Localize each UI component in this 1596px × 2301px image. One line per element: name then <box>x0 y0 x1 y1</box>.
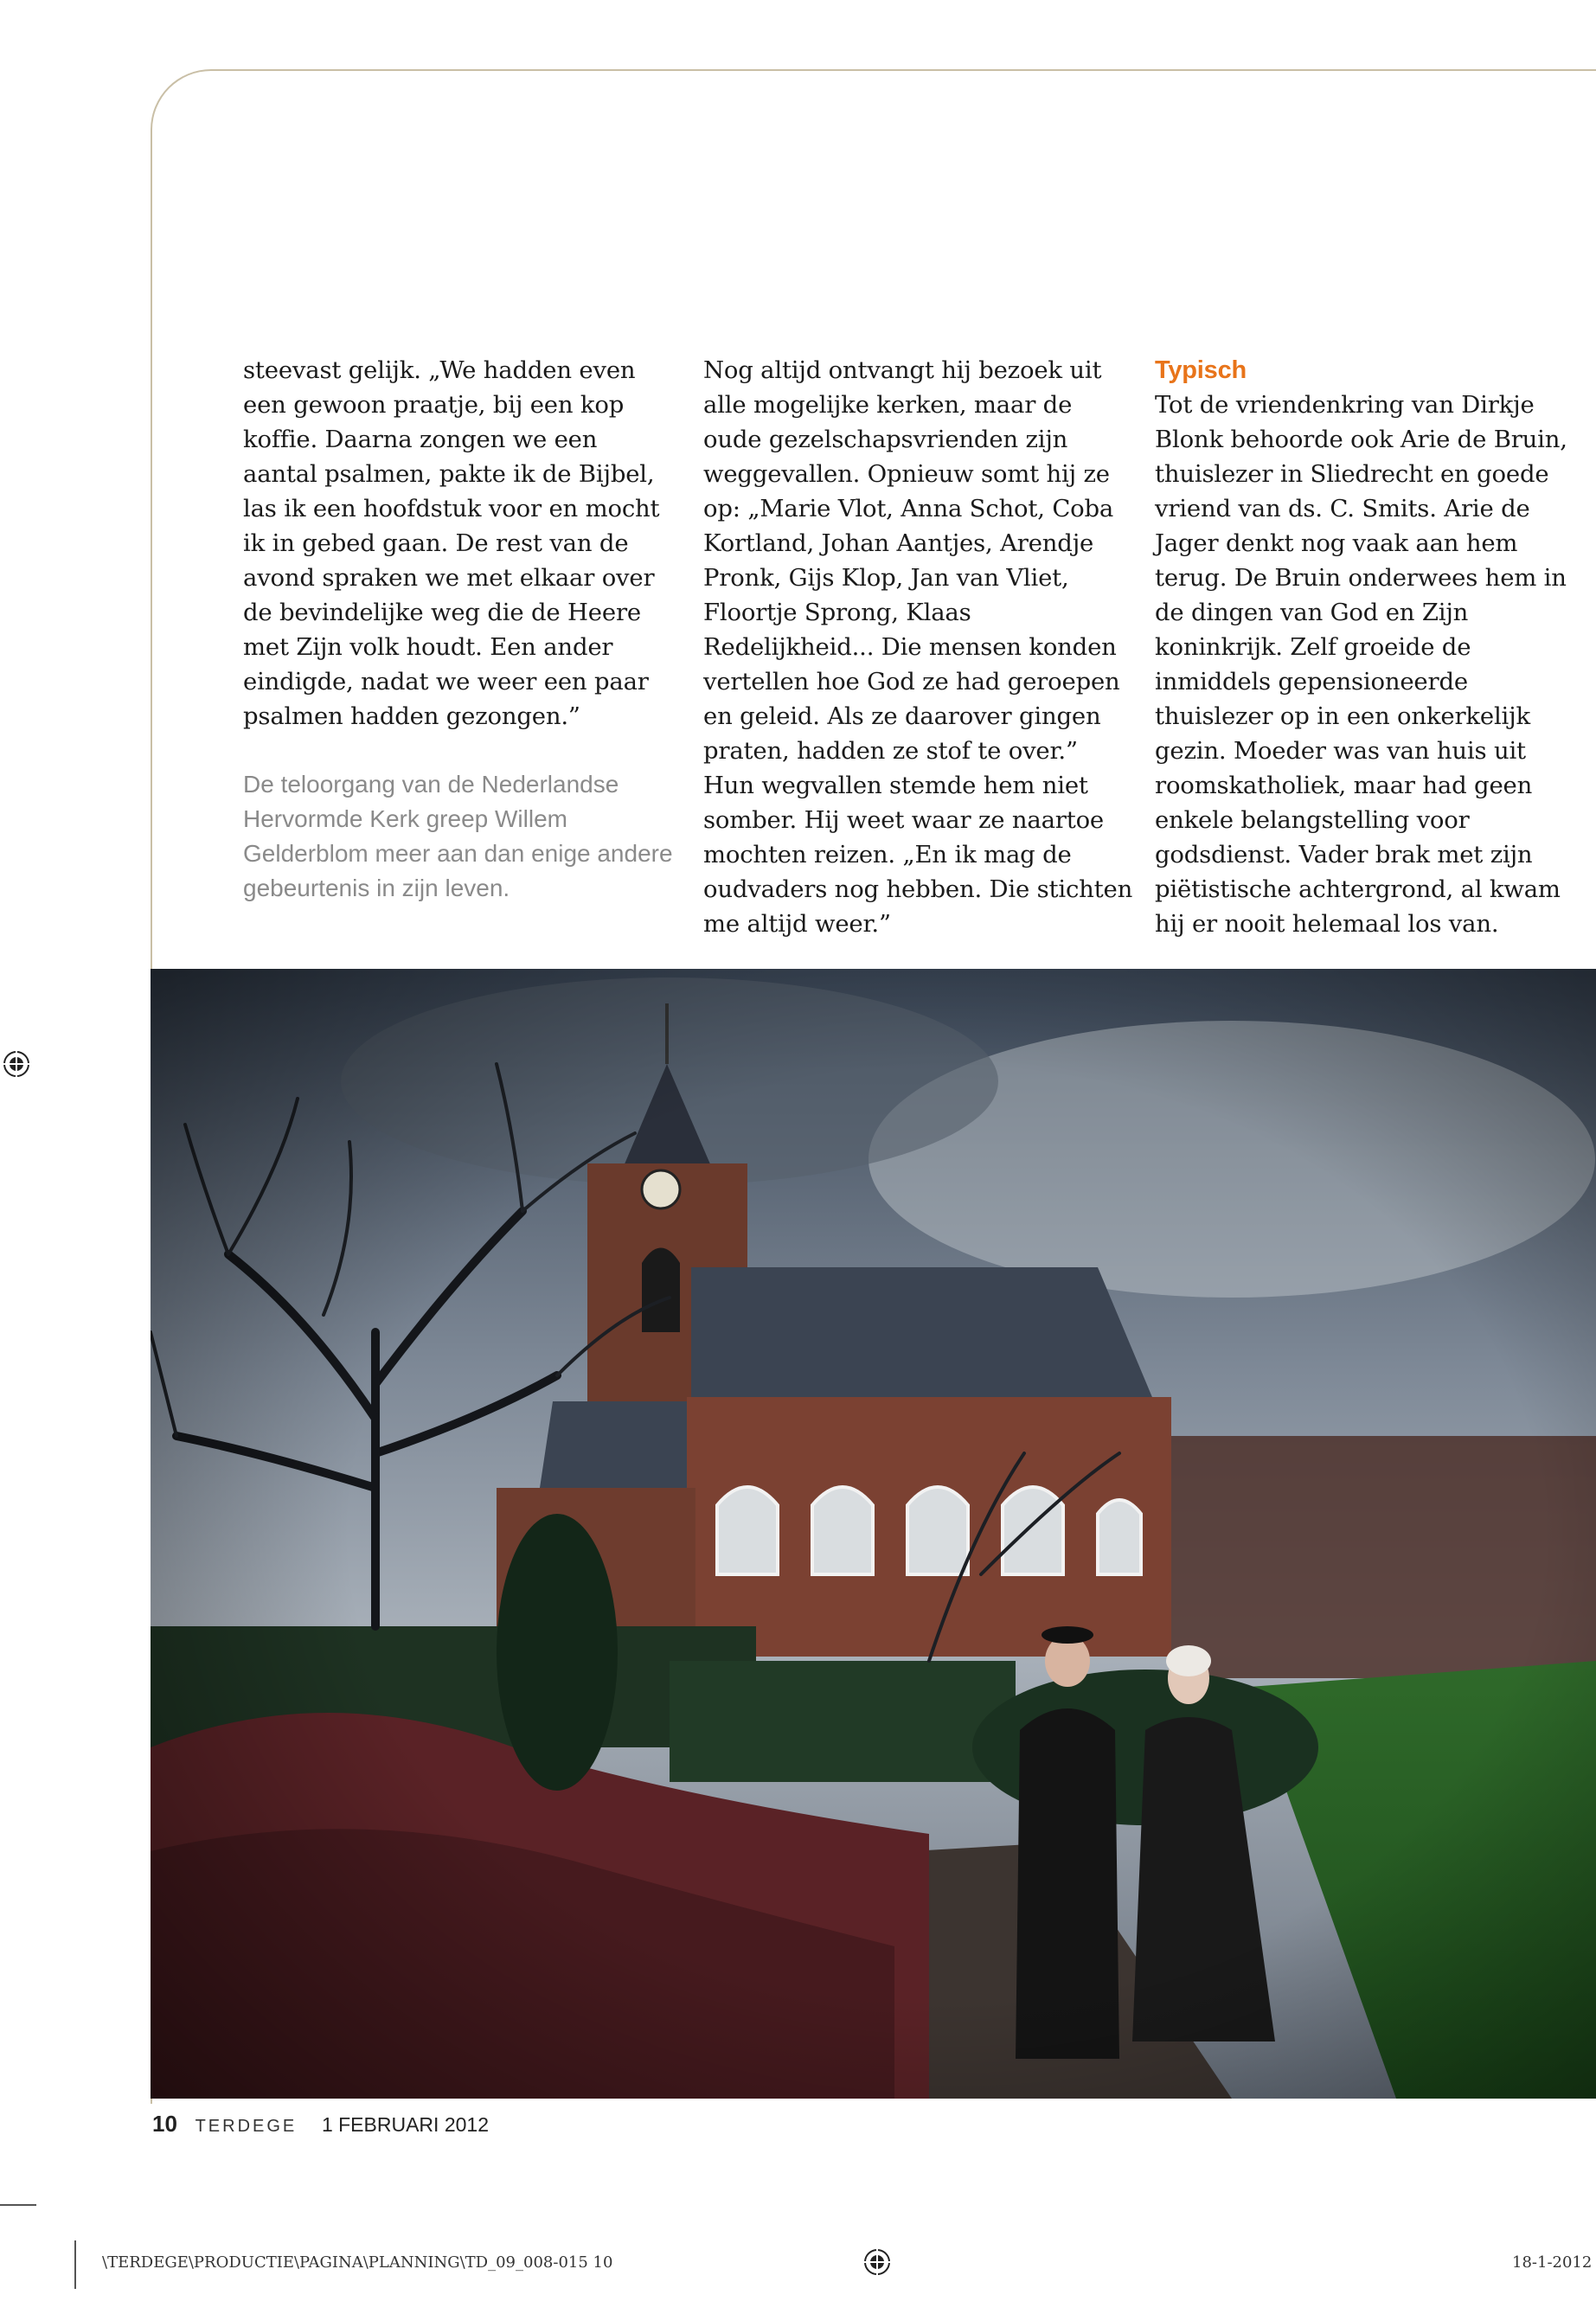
page-number: 10 <box>152 2111 177 2137</box>
slug-date: 18-1-2012 <box>1512 2253 1593 2272</box>
photo-caption: De teloorgang van de Nederlandse Hervormde Kerk greep Willem Gelderblom meer aan dan enige andere gebeurtenis in zijn leven. <box>243 771 673 901</box>
column-2-paragraph: Nog altijd ontvangt hij bezoek uit alle mogelijke kerken, maar de oude gezelschapsvrienden zijn weggevallen. Opnieuw somt hij ze op: „Marie Vlot, Anna Schot, Coba Kortland, Johan Aantjes, Arendje Pronk, Gijs Klop, Jan van Vliet, Floortje Sprong, Klaas Redelijkheid... Die mensen konden vertellen hoe God ze had geroepen en geleid. Als ze daarover gingen praten, hadden ze stof te over.” Hun wegvallen stemde hem niet somber. Hij weet waar ze naartoe mochten reizen. „En ik mag de oudvaders nog hebben. Die stichten me altijd weer.” <box>703 356 1133 938</box>
crop-mark <box>0 2204 36 2206</box>
column-3-paragraph: Tot de vriendenkring van Dirkje Blonk behoorde ook Arie de Bruin, thuislezer in Sliedrecht en goede vriend van ds. C. Smits. Arie de Jager denkt nog vaak aan hem terug. De Bruin onderwees hem in de dingen van God en Zijn koninkrijk. Zelf groeide de inmiddels gepensioneerde thuislezer op in een onkerkelijk gezin. Moeder was van huis uit roomskatholiek, maar had geen enkele belangstelling voor godsdienst. Vader brak met zijn piëtistische achtergrond, al kwam hij er nooit helemaal los van. <box>1155 391 1567 938</box>
column-1-paragraph: steevast gelijk. „We hadden even een gewoon praatje, bij een kop koffie. Daarna zongen we een aantal psalmen, pakte ik de Bijbel, las ik een hoofdstuk voor en mocht ik in gebed gaan. De rest van de avond spraken we met elkaar over de bevindelijke weg die de Heere met Zijn volk houdt. Een ander eindigde, nadat we weer een paar psalmen hadden gezongen.” <box>243 356 660 730</box>
slug-path: \TERDEGE\PRODUCTIE\PAGINA\PLANNING\TD_09_008-015 10 <box>102 2253 613 2272</box>
registration-mark-icon <box>2 1049 31 1082</box>
issue-date: 1 FEBRUARI 2012 <box>321 2113 489 2136</box>
section-subhead: Typisch <box>1155 356 1247 384</box>
church-photo <box>151 969 1596 2099</box>
article-column-2 <box>703 353 1136 941</box>
article-column-1 <box>243 353 676 734</box>
crop-mark <box>74 2240 76 2289</box>
registration-mark-icon <box>862 2247 892 2280</box>
article-column-3 <box>1155 353 1587 941</box>
page-footer <box>152 2111 489 2138</box>
magazine-name: TERDEGE <box>195 2117 298 2136</box>
